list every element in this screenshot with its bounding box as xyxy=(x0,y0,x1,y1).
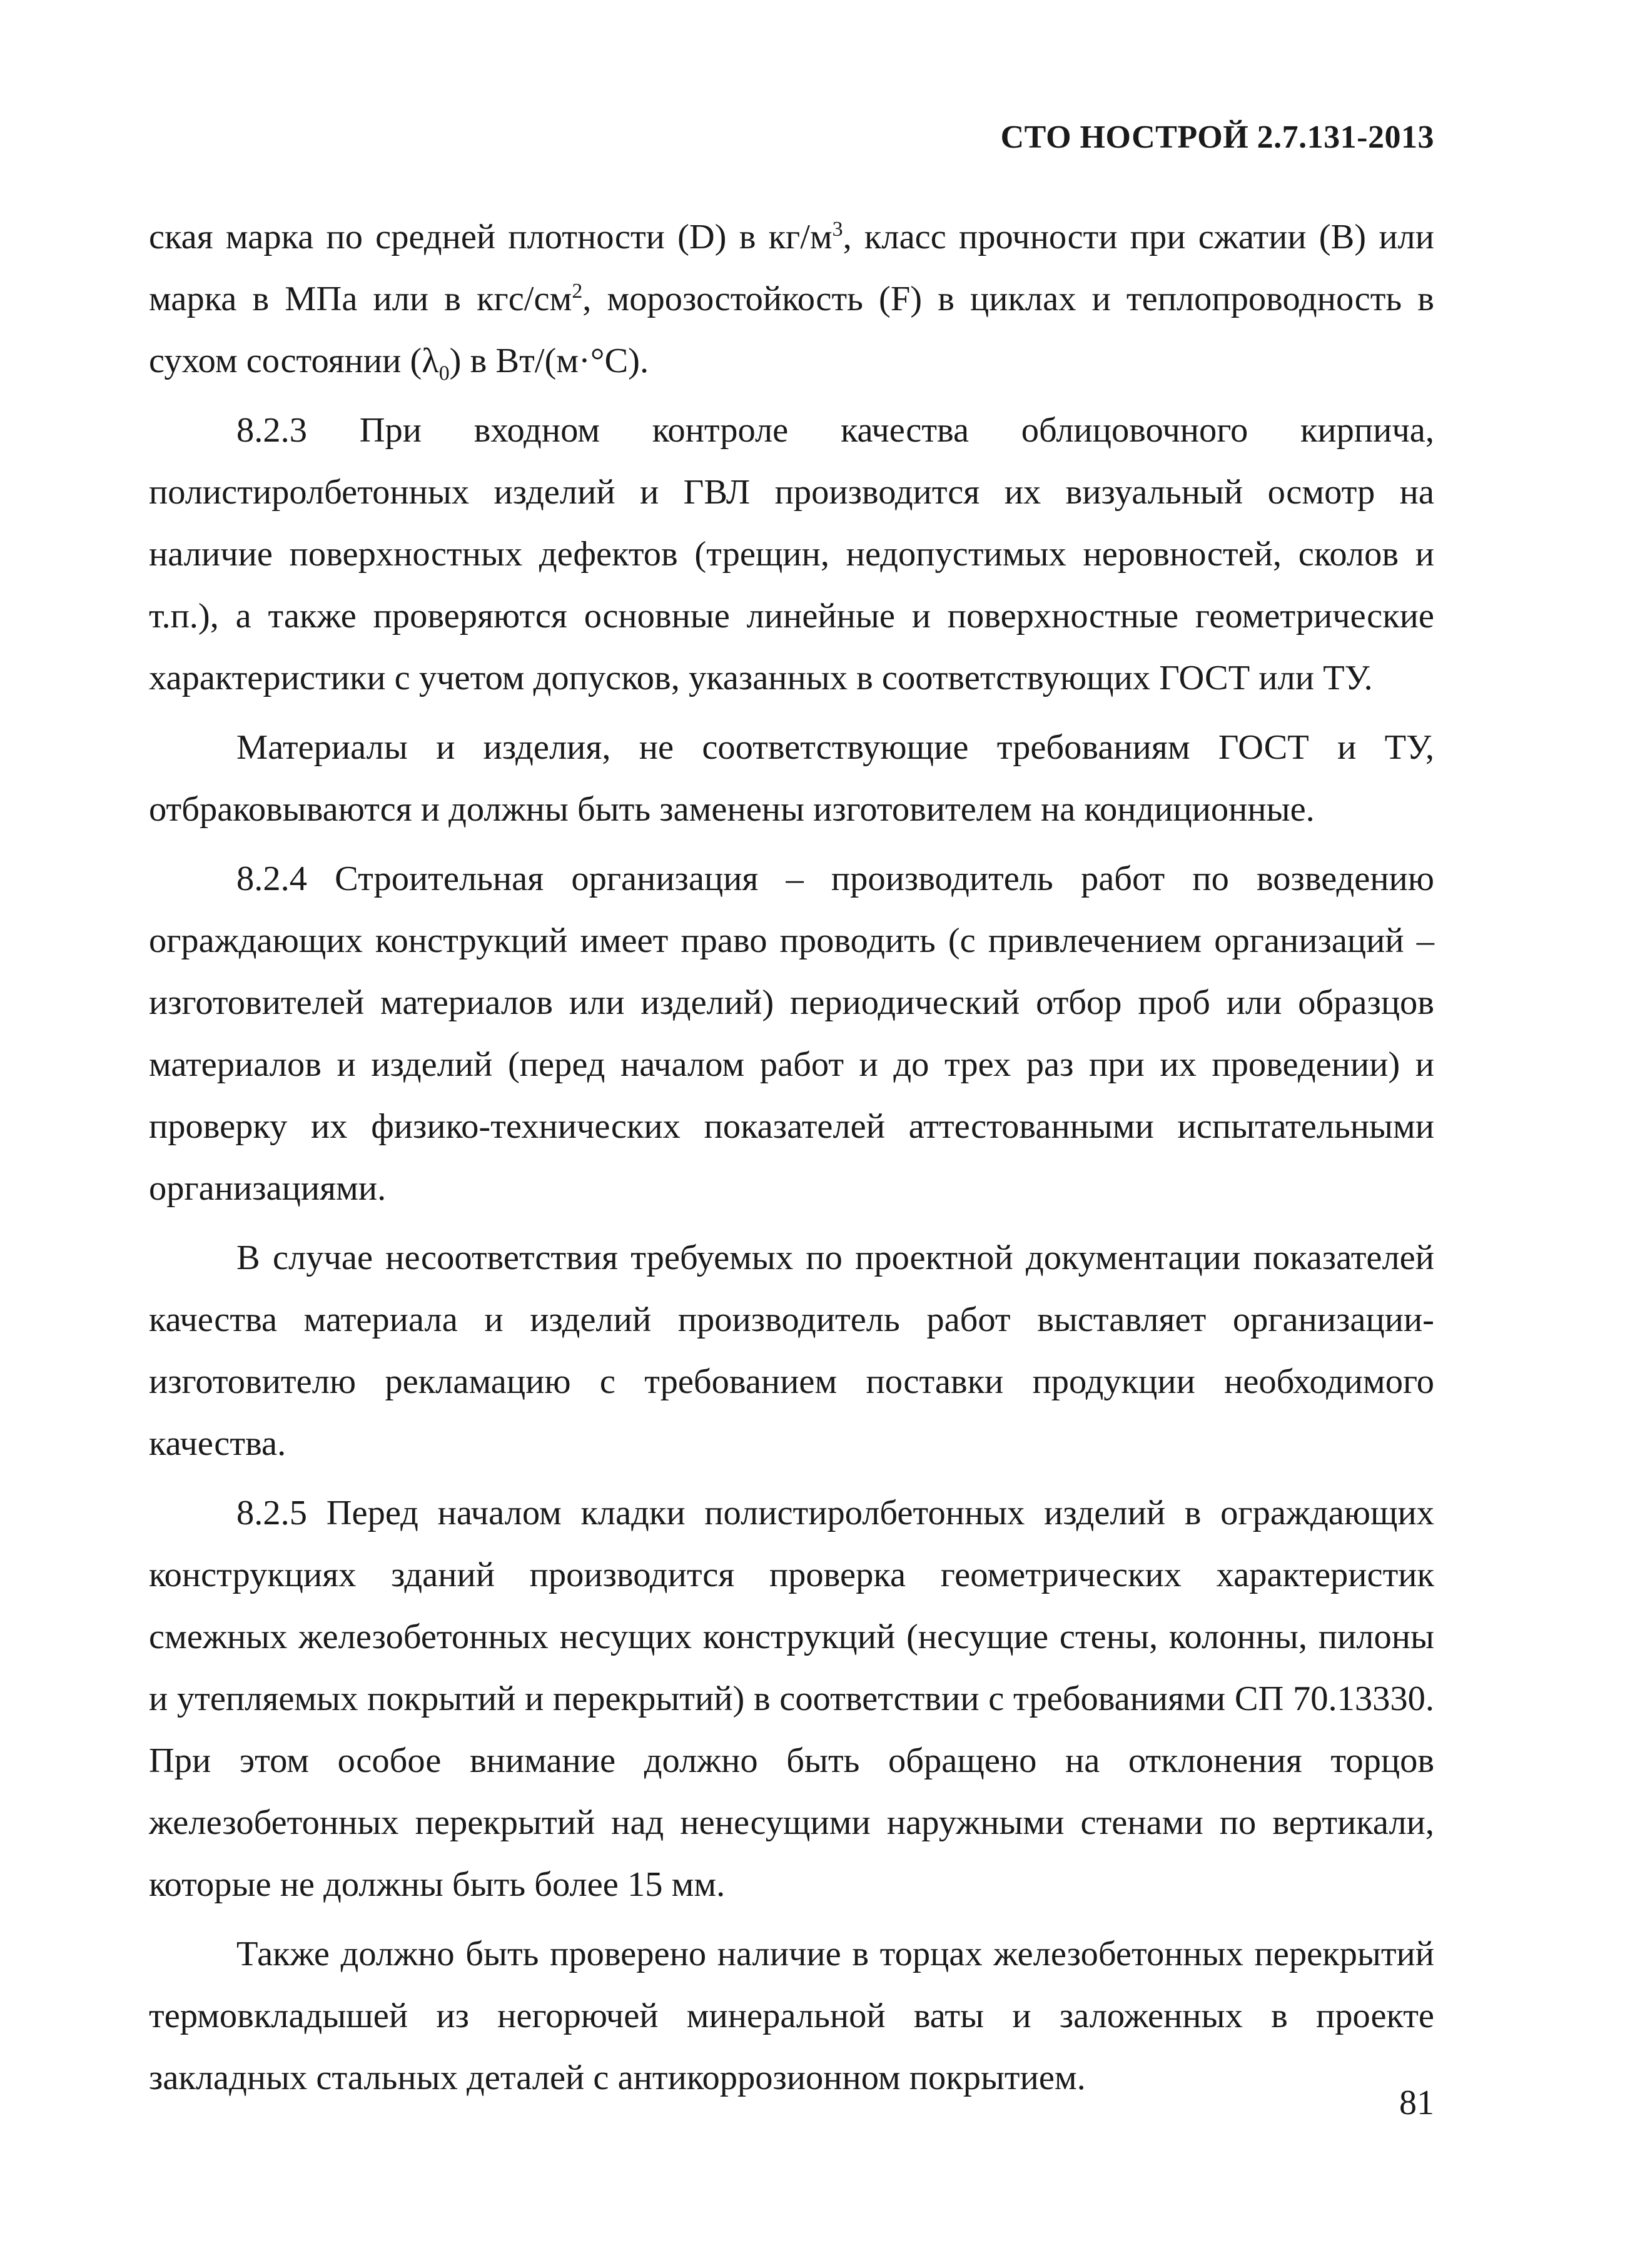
paragraph-inserts-check: Также должно быть проверено наличие в торцах железобетонных перекрытий термовкладышей из негорючей минеральной ваты и заложенных в проекте закладных стальных деталей с антикоррозионном покрытием. xyxy=(149,1935,1434,2097)
paragraph-reclamation: В случае несоответствия требуемых по проектной документации показателей качества материала и изделий производитель работ выставляет организации-изготовителю рекламацию с требованием поставки продукции необходимого качества. xyxy=(149,1238,1434,1463)
paragraph-8-2-4: 8.2.4 Строительная организация – производитель работ по возведению ограждающих конструкций имеет право проводить (с привлечением организаций – изготовителей материалов или изделий) периодический отбор проб или образцов материалов и изделий (перед началом работ и до трех раз при их проведении) и проверку их физико-технических показателей аттестованными испытательными организациями. xyxy=(149,859,1434,1208)
page-number: 81 xyxy=(1399,2083,1434,2122)
document-body xyxy=(149,206,1434,2109)
paragraph-text: , класс прочности при сжатии (B) или марка в МПа или в кгс/см xyxy=(149,218,1434,318)
paragraph-text: , морозостойкость (F) в циклах и теплопроводность в сухом состоянии (λ xyxy=(149,280,1434,380)
paragraph-rejection: Материалы и изделия, не соответствующие требованиям ГОСТ и ТУ, отбраковываются и должны быть заменены изготовителем на кондиционные. xyxy=(149,728,1434,829)
paragraph-continuation xyxy=(149,206,1434,392)
paragraph-8-2-5: 8.2.5 Перед началом кладки полистиролбетонных изделий в ограждающих конструкциях зданий производится проверка геометрических характеристик смежных железобетонных несущих конструкций (несущие стены, колонны, пилоны и утепляемых покрытий и перекрытий) в соответствии с требованиями СП 70.13330. При этом особое внимание должно быть обращено на отклонения торцов железобетонных перекрытий над ненесущими наружными стенами по вертикали, которые не должны быть более 15 мм. xyxy=(149,1494,1434,1904)
superscript: 2 xyxy=(572,280,583,303)
paragraph-8-2-3: 8.2.3 При входном контроле качества облицовочного кирпича, полистиролбетонных изделий и ГВЛ производится их визуальный осмотр на наличие поверхностных дефектов (трещин, недопустимых неровностей, сколов и т.п.), а также проверяются основные линейные и поверхностные геометрические характеристики с учетом допусков, указанных в соответствующих ГОСТ или ТУ. xyxy=(149,411,1434,697)
document-code-header: СТО НОСТРОЙ 2.7.131-2013 xyxy=(1000,119,1434,155)
paragraph-text: ская марка по средней плотности (D) в кг/м xyxy=(149,218,833,256)
subscript: 0 xyxy=(438,362,450,385)
superscript: 3 xyxy=(832,218,843,241)
paragraph-text: ) в Вт/(м·°С). xyxy=(449,342,649,380)
